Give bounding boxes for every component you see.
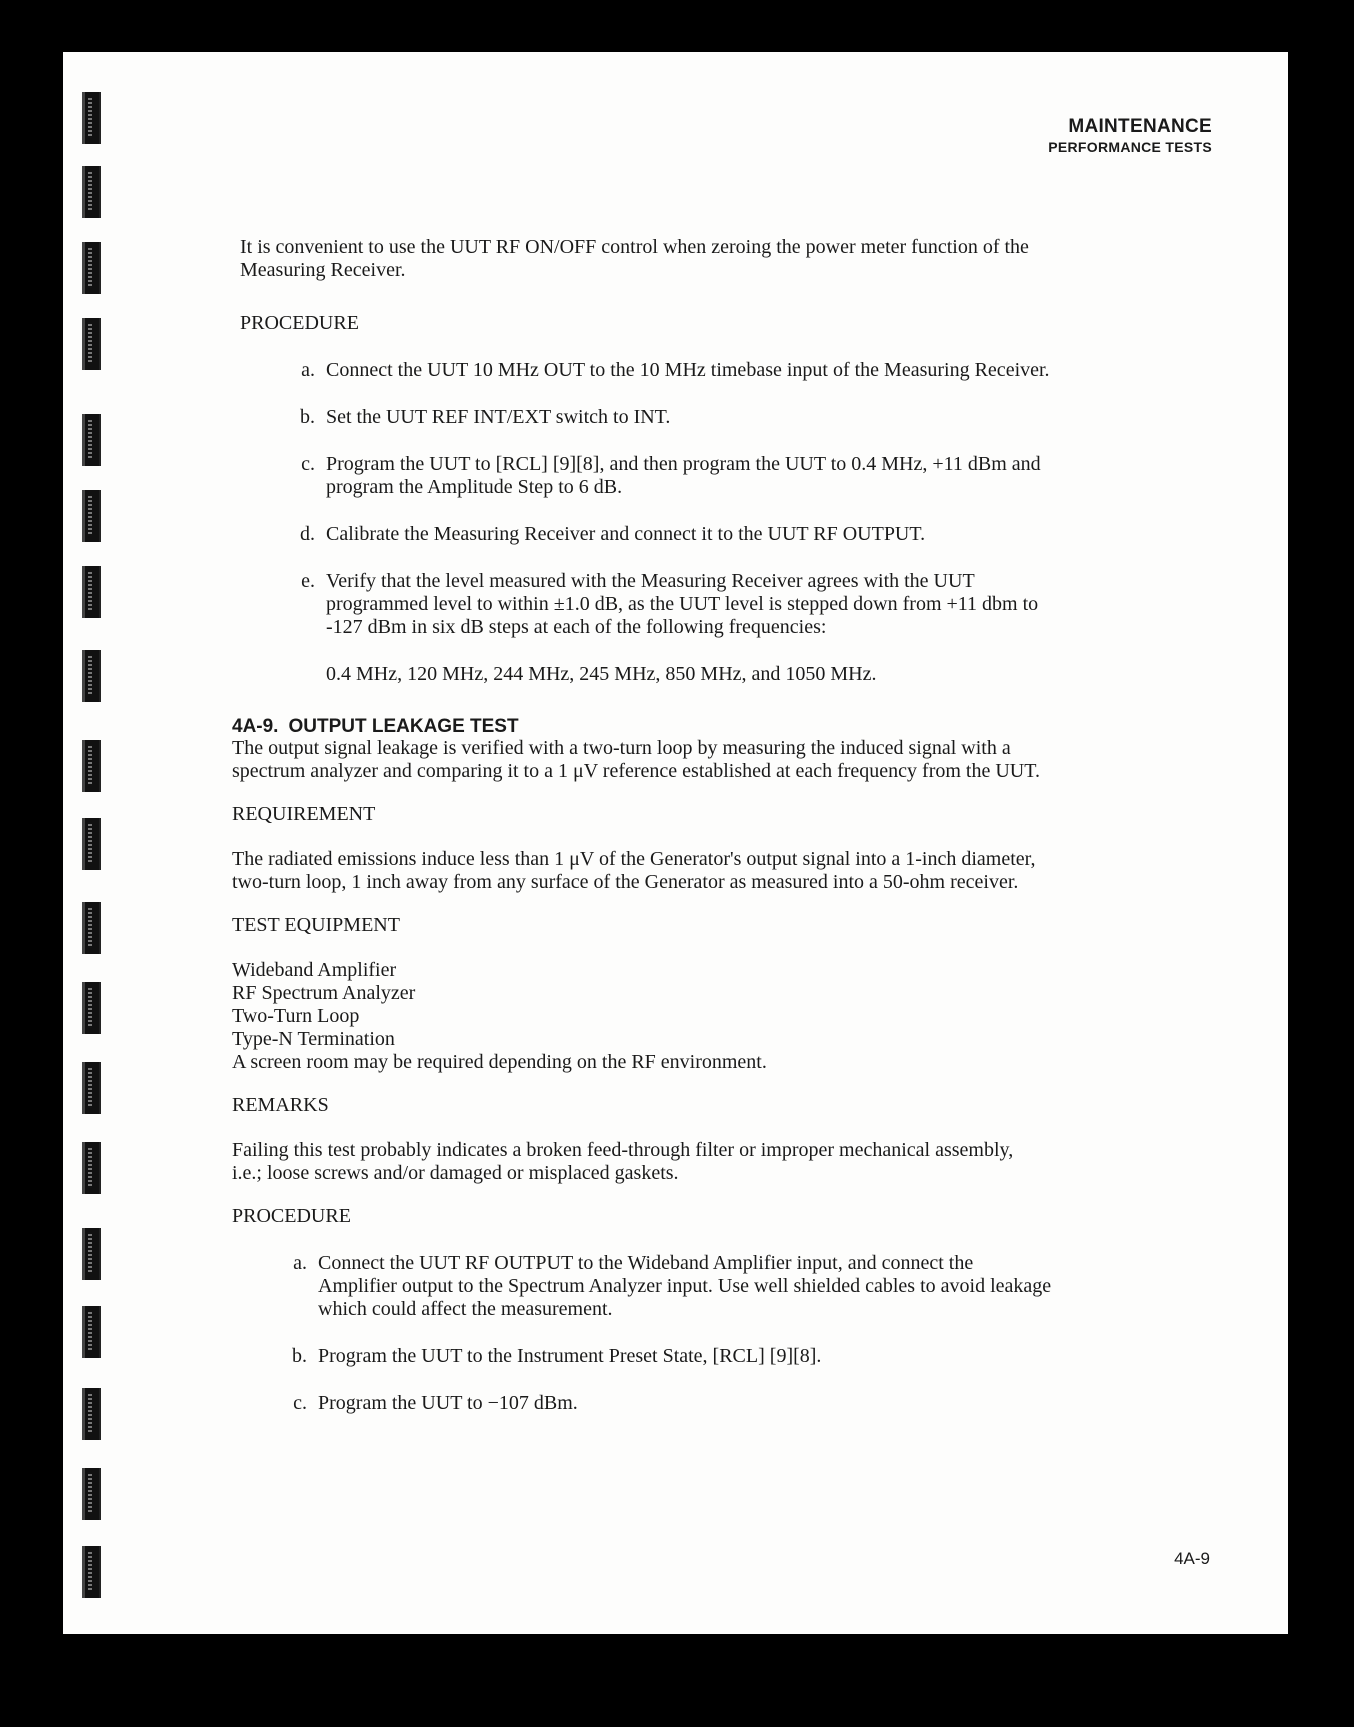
requirement-text: The radiated emissions induce less than 1 μV of the Generator's output signal into a 1-inch diameter, two-turn loop, 1 inch away from any surface of the Generator as measured into a 50-ohm receiver. [232, 848, 1036, 893]
binder-hole [82, 242, 101, 294]
step-letter: e. [301, 570, 315, 592]
section-title [232, 716, 1112, 737]
step-letter: c. [293, 1392, 307, 1414]
procedure-list [290, 359, 1112, 639]
binder-hole [82, 902, 101, 954]
equipment-heading: TEST EQUIPMENT [232, 914, 400, 936]
procedure-step [290, 406, 1060, 429]
step-letter: d. [300, 523, 315, 545]
step-text: Program the UUT to [RCL] [9][8], and then program the UUT to 0.4 MHz, +11 dBm and program the Amplitude Step to 6 dB. [326, 453, 1041, 498]
step-text: Verify that the level measured with the Measuring Receiver agrees with the UUT programmed level to within ±1.0 dB, as the UUT level is stepped down from +11 dbm to -127 dBm in six dB steps at each of the following frequencies: [326, 570, 1039, 638]
step-text: Calibrate the Measuring Receiver and connect it to the UUT RF OUTPUT. [326, 523, 926, 545]
equipment-item: Wideband Amplifier [232, 959, 397, 981]
binder-hole [82, 982, 101, 1034]
binder-hole [82, 166, 101, 218]
intro-paragraph: It is convenient to use the UUT RF ON/OFF control when zeroing the power meter function of the Measuring Receiver. [240, 236, 1029, 281]
step-text: Program the UUT to the Instrument Preset State, [RCL] [9][8]. [318, 1345, 822, 1367]
binder-hole [82, 740, 101, 792]
step-text: Connect the UUT RF OUTPUT to the Wideband Amplifier input, and connect the Amplifier output to the Spectrum Analyzer input. Use well shielded cables to avoid leakage which could affect the measurement. [318, 1252, 1052, 1320]
binder-hole [82, 818, 101, 870]
step-letter: c. [301, 453, 315, 475]
procedure-step [282, 1392, 1052, 1415]
step-letter: a. [293, 1252, 307, 1274]
binder-hole [82, 1062, 101, 1114]
equipment-item: Type-N Termination [232, 1028, 395, 1050]
procedure-step [282, 1252, 1052, 1321]
binder-hole [82, 1546, 101, 1598]
binder-hole [82, 1388, 101, 1440]
procedure-heading: PROCEDURE [240, 312, 359, 334]
binder-hole [82, 1468, 101, 1520]
section-description: The output signal leakage is verified with a two-turn loop by measuring the induced signal with a spectrum analyzer and comparing it to a 1 μV reference established at each frequency from the UUT. [232, 737, 1040, 782]
binder-hole [82, 650, 101, 702]
section-title-text: OUTPUT LEAKAGE TEST [288, 716, 519, 737]
binder-hole [82, 1228, 101, 1280]
equipment-item: RF Spectrum Analyzer [232, 982, 416, 1004]
binder-hole [82, 318, 101, 370]
section-number: 4A-9. [232, 716, 279, 737]
binder-hole [82, 566, 101, 618]
header-section: MAINTENANCE [1068, 116, 1212, 137]
requirement-heading: REQUIREMENT [232, 803, 376, 825]
binder-hole [82, 414, 101, 466]
remarks-text: Failing this test probably indicates a broken feed-through filter or improper mechanical assembly, i.e.; loose screws and/or damaged or misplaced gaskets. [232, 1139, 1014, 1184]
procedure-step [290, 453, 1060, 499]
procedure-step [290, 570, 1060, 639]
procedure-step [290, 359, 1060, 382]
equipment-item: Two-Turn Loop [232, 1005, 360, 1027]
remarks-heading: REMARKS [232, 1094, 329, 1116]
procedure-list-2 [282, 1252, 1112, 1415]
binder-hole [82, 92, 101, 144]
step-text: Program the UUT to −107 dBm. [318, 1392, 578, 1414]
procedure-step [282, 1345, 1052, 1368]
step-letter: a. [301, 359, 315, 381]
binder-hole [82, 1142, 101, 1194]
step-letter: b. [300, 406, 315, 428]
binder-holes [63, 52, 123, 1634]
frequency-list: 0.4 MHz, 120 MHz, 244 MHz, 245 MHz, 850 MHz, and 1050 MHz. [326, 663, 877, 685]
step-text: Connect the UUT 10 MHz OUT to the 10 MHz timebase input of the Measuring Receiver. [326, 359, 1050, 381]
page-number: 4A-9 [1174, 1549, 1210, 1568]
page-header [1048, 116, 1212, 155]
procedure-heading-2: PROCEDURE [232, 1205, 351, 1227]
page-content [232, 236, 1112, 1415]
header-subsection: PERFORMANCE TESTS [1048, 139, 1212, 155]
procedure-step [290, 523, 1060, 546]
binder-hole [82, 1306, 101, 1358]
binder-hole [82, 490, 101, 542]
equipment-note: A screen room may be required depending on the RF environment. [232, 1051, 767, 1073]
step-letter: b. [292, 1345, 307, 1367]
equipment-list [232, 959, 1112, 1074]
document-page [63, 52, 1288, 1634]
step-text: Set the UUT REF INT/EXT switch to INT. [326, 406, 671, 428]
